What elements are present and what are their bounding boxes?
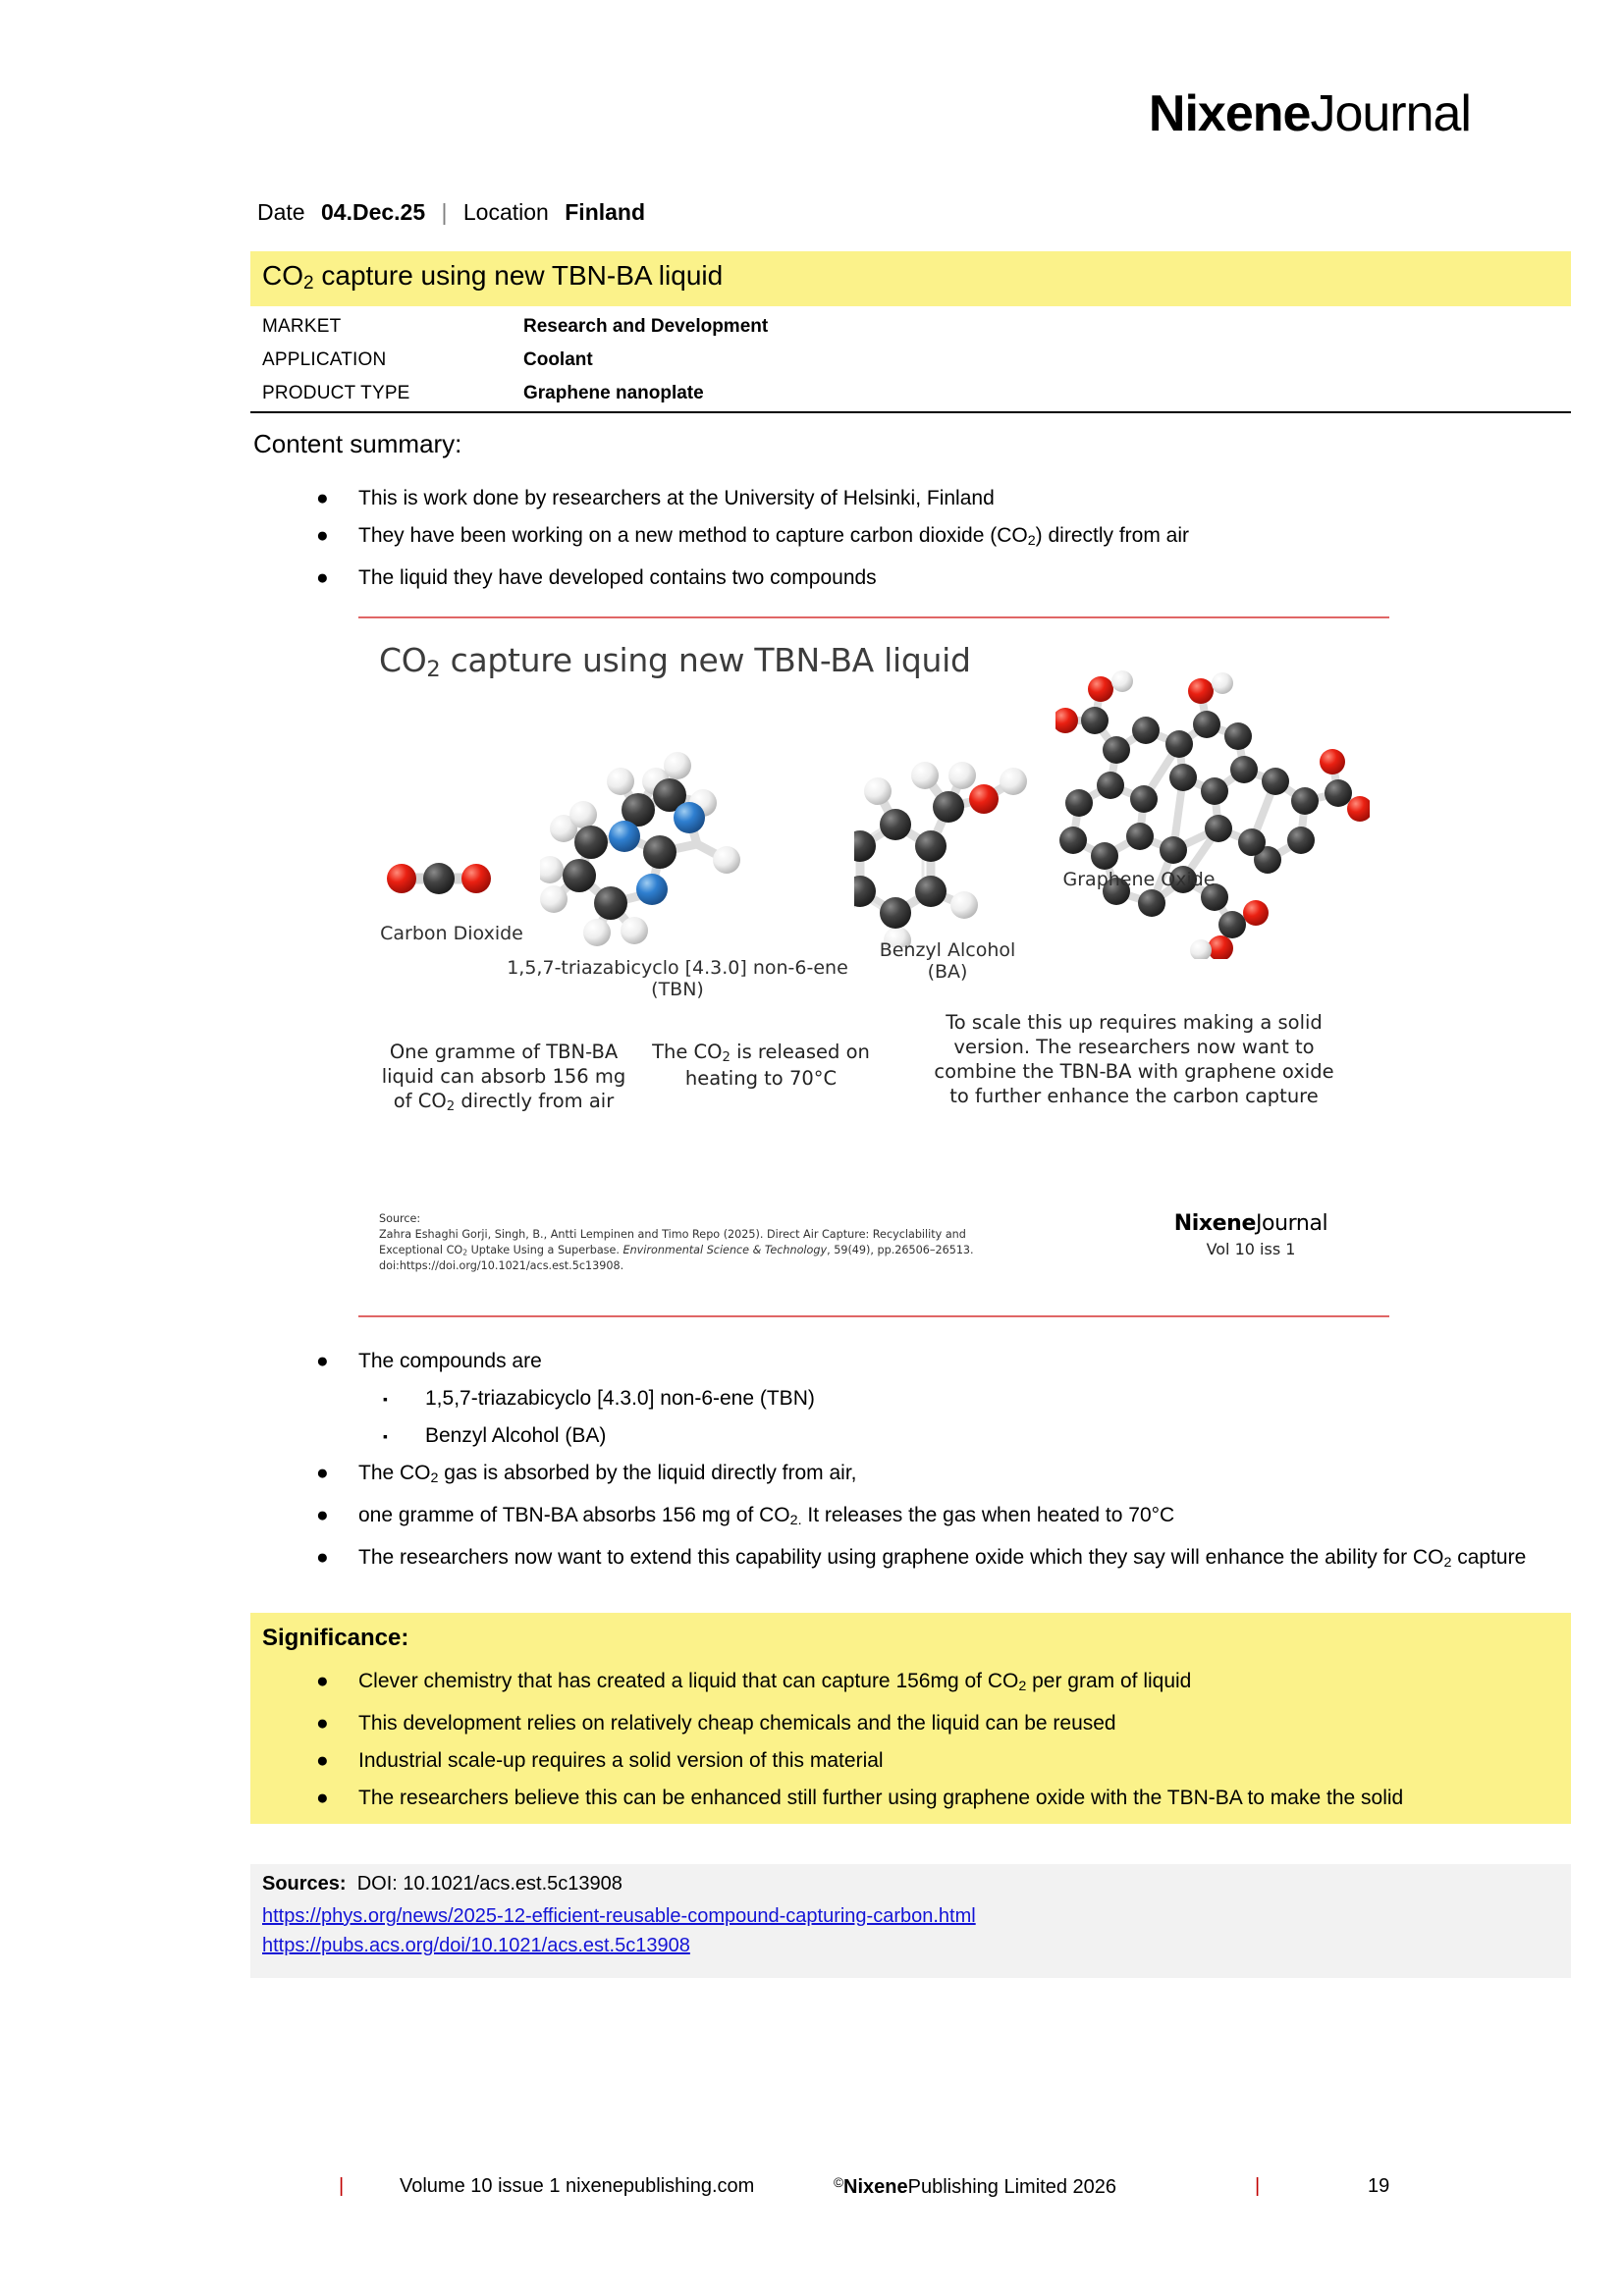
bullet-marker: ● bbox=[316, 1749, 329, 1773]
caption-line: heating to 70°C bbox=[684, 1066, 838, 1090]
meta-row bbox=[250, 349, 1571, 383]
infographic-title-pre: CO bbox=[379, 641, 427, 679]
caption-line: combine the TBN-BA with graphene oxide bbox=[934, 1059, 1334, 1083]
meta-key: MARKET bbox=[262, 316, 342, 337]
tbn-label: 1,5,7-triazabicyclo [4.3.0] non-6-ene (TBN) bbox=[507, 957, 848, 1001]
list-item-text: Clever chemistry that has created a liquid that can capture 156mg of $CO_2$ per gram of liquid bbox=[358, 1670, 1192, 1695]
bullet-marker: ● bbox=[316, 1462, 329, 1484]
meta-divider bbox=[250, 411, 1571, 413]
title-subscript: 2 bbox=[303, 273, 314, 294]
list-item-text: 1,5,7-triazabicyclo [4.3.0] non-6-ene (TBN) bbox=[425, 1387, 815, 1410]
footer-copyright: ©NixenePublishing Limited 2026 bbox=[834, 2175, 1116, 2199]
sources-doi-line bbox=[262, 1873, 622, 1896]
list-item-text: The $CO_2$ gas is absorbed by the liquid directly from air, bbox=[358, 1462, 857, 1487]
significance-heading: Significance: bbox=[262, 1625, 409, 1651]
meta-value: Coolant bbox=[523, 349, 593, 370]
list-item-text: The researchers believe this can be enhanced still further using graphene oxide with the TBN-BA to make the solid bbox=[358, 1787, 1404, 1810]
bullet-marker: ● bbox=[316, 1504, 329, 1527]
sources-label: Sources: bbox=[262, 1873, 347, 1895]
list-item bbox=[316, 1539, 1527, 1581]
infographic-title-post: capture using new TBN-BA liquid bbox=[440, 641, 971, 679]
infographic bbox=[358, 616, 1389, 1317]
infographic-volume: Vol 10 iss 1 bbox=[1206, 1240, 1296, 1258]
footer-page-number: 19 bbox=[1368, 2175, 1390, 2197]
dateline bbox=[257, 199, 645, 226]
caption-line: One gramme of TBN-BA bbox=[389, 1041, 619, 1063]
article-meta-table bbox=[250, 316, 1571, 416]
significance-box bbox=[250, 1613, 1571, 1824]
list-item-text: one gramme of TBN-BA absorbs 156 mg of $CO_{2.}$ It releases the gas when heated to 70°C bbox=[358, 1504, 1175, 1529]
bullet-marker: ● bbox=[316, 1670, 329, 1692]
significance-list bbox=[316, 1663, 1551, 1817]
source-line-2: Exceptional $CO_2$ Uptake Using a Superbase. Environmental Science & Technology, 59(49), pp.26506–26513. bbox=[379, 1243, 974, 1257]
source-label: Source: bbox=[379, 1212, 421, 1225]
caption-line: The $CO_2$ is released on bbox=[652, 1041, 870, 1065]
list-item-text: They have been working on a new method to capture carbon dioxide $(CO_2)$ directly from air bbox=[358, 524, 1190, 550]
caption-line: version. The researchers now want to bbox=[953, 1035, 1315, 1058]
benzyl-alcohol-label: Benzyl Alcohol (BA) bbox=[879, 939, 1016, 984]
infographic-brand-name: NixeneJournal bbox=[1173, 1211, 1328, 1236]
graphene-oxide-molecule bbox=[1055, 660, 1370, 959]
bullet-marker: ● bbox=[316, 1787, 329, 1810]
source-link-phys[interactable]: https://phys.org/news/2025-12-efficient-reusable-compound-capturing-carbon.html bbox=[262, 1905, 976, 1927]
carbon-dioxide-label: Carbon Dioxide bbox=[380, 923, 523, 944]
scaleup-caption bbox=[893, 1011, 1375, 1109]
list-item bbox=[316, 1455, 1527, 1497]
benzyl-alcohol-molecule bbox=[854, 736, 1051, 947]
bullet-marker: ▪ bbox=[383, 1428, 388, 1444]
sources-doi: DOI: 10.1021/acs.est.5c13908 bbox=[356, 1873, 622, 1895]
bullet-marker: ● bbox=[316, 487, 329, 509]
masthead-logo bbox=[1149, 84, 1471, 143]
caption-line: liquid can absorb 156 mg bbox=[381, 1064, 626, 1088]
masthead-bold: Nixene bbox=[1148, 85, 1311, 142]
title-post: capture using new TBN-BA liquid bbox=[313, 260, 724, 291]
content-summary-list bbox=[316, 480, 1517, 597]
list-item bbox=[316, 1705, 1551, 1742]
list-item-text: This is work done by researchers at the University of Helsinki, Finland bbox=[358, 487, 995, 509]
list-item-text: Industrial scale-up requires a solid version of this material bbox=[358, 1749, 884, 1773]
list-item-text: The liquid they have developed contains two compounds bbox=[358, 566, 877, 590]
footer-volume: Volume 10 issue 1 nixenepublishing.com bbox=[400, 2175, 755, 2197]
infographic-title bbox=[379, 641, 971, 682]
infographic-brand bbox=[1138, 1211, 1364, 1258]
source-line-3: doi:https://doi.org/10.1021/acs.est.5c13908. bbox=[379, 1259, 624, 1273]
date-label: Date bbox=[257, 199, 305, 225]
list-item bbox=[316, 560, 1517, 597]
source-line-1: Zahra Eshaghi Gorji, Singh, B., Antti Lempinen and Timo Repo (2025). Direct Air Capture: Recyclability and bbox=[379, 1227, 966, 1241]
source-link-pubs[interactable]: https://pubs.acs.org/doi/10.1021/acs.est.5c13908 bbox=[262, 1935, 690, 1956]
location-label: Location bbox=[462, 199, 549, 225]
infographic-source bbox=[379, 1211, 1066, 1274]
list-item bbox=[316, 1742, 1551, 1780]
footer-pipe-right: | bbox=[1255, 2175, 1261, 2197]
list-item bbox=[383, 1380, 1527, 1417]
list-item bbox=[383, 1417, 1527, 1455]
release-caption bbox=[648, 1041, 874, 1092]
bullet-marker: ▪ bbox=[383, 1391, 388, 1407]
meta-key: APPLICATION bbox=[262, 349, 387, 370]
graphene-oxide-label: Graphene Oxide bbox=[1062, 869, 1216, 890]
bullet-marker: ● bbox=[316, 1712, 329, 1735]
list-item bbox=[316, 1343, 1527, 1380]
lower-bullet-list bbox=[316, 1343, 1527, 1581]
date-value: 04.Dec.25 bbox=[320, 199, 426, 225]
list-item-text: The compounds are bbox=[358, 1350, 542, 1372]
list-item bbox=[316, 1663, 1551, 1705]
infographic-title-sub: 2 bbox=[426, 656, 441, 682]
page-footer bbox=[250, 2175, 1571, 2215]
bullet-marker: ● bbox=[316, 524, 329, 547]
bullet-marker: ● bbox=[316, 566, 329, 590]
content-summary-heading: Content summary: bbox=[253, 429, 462, 458]
bullet-marker: ● bbox=[316, 1546, 329, 1570]
list-item bbox=[316, 1497, 1527, 1539]
meta-value: Research and Development bbox=[523, 316, 769, 337]
sub-list bbox=[358, 1380, 1527, 1455]
list-item bbox=[316, 1780, 1551, 1817]
meta-row bbox=[250, 316, 1571, 349]
list-item-text: This development relies on relatively cheap chemicals and the liquid can be reused bbox=[358, 1712, 1116, 1735]
footer-pipe-left: | bbox=[339, 2175, 345, 2197]
carbon-dioxide-molecule bbox=[380, 857, 498, 900]
title-pre: CO bbox=[262, 260, 303, 291]
sources-box bbox=[250, 1864, 1571, 1978]
tbn-molecule bbox=[540, 726, 795, 947]
caption-line: To scale this up requires making a solid bbox=[946, 1011, 1323, 1034]
dateline-separator: | bbox=[441, 199, 448, 225]
infographic-body bbox=[358, 618, 1389, 1315]
masthead-light: Journal bbox=[1310, 85, 1471, 142]
meta-value: Graphene nanoplate bbox=[523, 383, 704, 403]
page-title bbox=[262, 260, 723, 294]
list-item-text: The researchers now want to extend this capability using graphene oxide which they say will enhance the ability for $CO_2$ capture bbox=[358, 1546, 1527, 1572]
caption-line: to further enhance the carbon capture bbox=[949, 1084, 1319, 1107]
list-item bbox=[316, 480, 1517, 517]
location-value: Finland bbox=[565, 199, 646, 225]
infographic-bottom-rule bbox=[358, 1315, 1389, 1317]
bullet-marker: ● bbox=[316, 1350, 329, 1372]
absorption-caption bbox=[376, 1041, 631, 1116]
caption-line: of $CO_2$ directly from air bbox=[393, 1089, 615, 1114]
meta-key: PRODUCT TYPE bbox=[262, 383, 410, 403]
article-title-bar bbox=[250, 251, 1571, 306]
list-item bbox=[316, 517, 1517, 560]
list-item-text: Benzyl Alcohol (BA) bbox=[425, 1424, 607, 1447]
